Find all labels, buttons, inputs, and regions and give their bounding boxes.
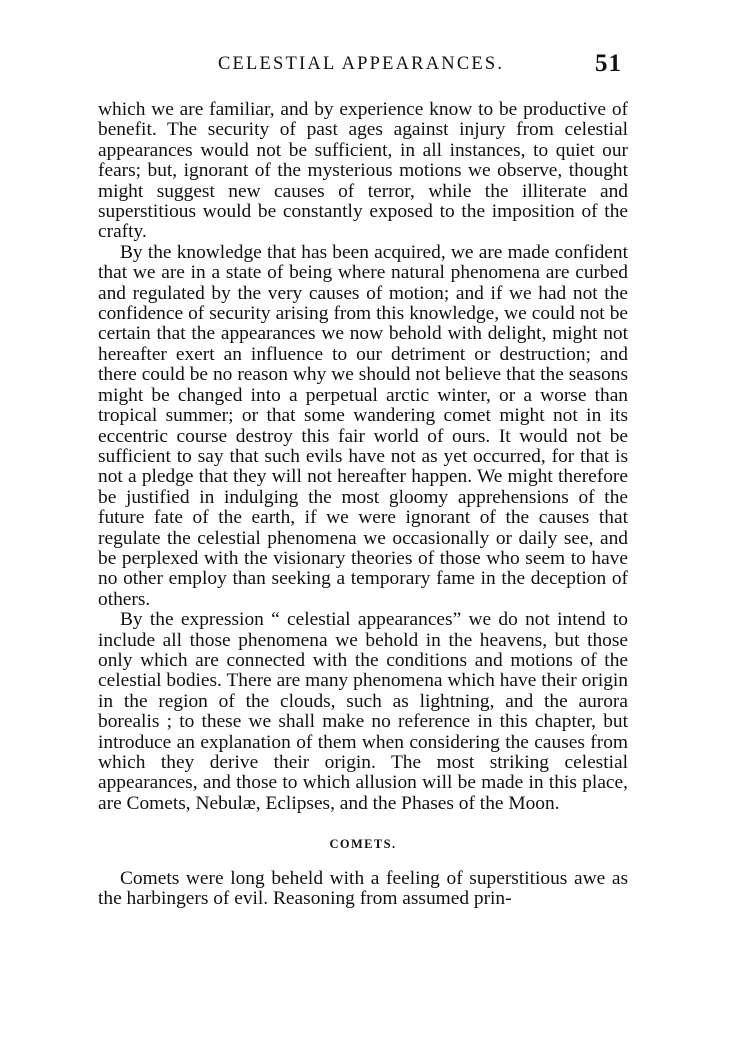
page-number: 51	[595, 50, 622, 77]
body-text	[98, 100, 628, 909]
running-title: CELESTIAL APPEARANCES.	[218, 54, 505, 74]
paragraph-knowledge: By the knowledge that has been acquired, we are made confident that we are in a state of being where natural phenomena are curbed and regulated by the very causes of motion; and if we had not the confidence of security arising from this knowledge, we could not be certain that the appearances we now behold with delight, might not hereafter exert an influence to our detriment or destruction; and there could be no reason why we should not believe that the seasons might be changed into a perpetual arctic winter, or a worse than tropical summer; or that some wandering comet might not in its eccentric course destroy this fair world of ours. It would not be sufficient to say that such evils have not as yet occurred, for that is not a pledge that they will not hereafter happen. We might therefore be justified in indulging the most gloomy apprehensions of the future fate of the earth, if we were ignorant of the causes that regulate the celestial phenomena we occasionally or daily see, and be perplexed with the visionary theories of those who seem to have no other employ than seeking a temporary fame in the deception of others.	[98, 241, 628, 610]
paragraph-comets: Comets were long beheld with a feeling of superstitious awe as the harbingers of evil. Reasoning from assumed prin-	[98, 867, 628, 910]
paragraph-continued: which we are familiar, and by experience know to be productive of benefit. The security of past ages against injury from celestial appearances would not be sufficient, in all instances, to quiet our fears; but, ignorant of the mysterious motions we observe, thought might suggest new causes of terror, while the illiterate and superstitious would be constantly exposed to the imposition of the crafty.	[98, 99, 628, 243]
book-page	[98, 52, 628, 909]
paragraph-celestial-appearances: By the expression “ celestial appearances” we do not intend to include all those phenomena we behold in the heavens, but those only which are connected with the conditions and motions of the celestial bodies. There are many phenomena which have their origin in the region of the clouds, such as lightning, and the aurora borealis ; to these we shall make no reference in this chapter, but introduce an explanation of them when considering the causes from which they derive their origin. The most striking celestial appearances, and those to which allusion will be made in this place, are Comets, Nebulæ, Eclipses, and the Phases of the Moon.	[98, 609, 628, 814]
running-head	[98, 52, 628, 86]
section-heading-comets: COMETS.	[329, 837, 397, 852]
